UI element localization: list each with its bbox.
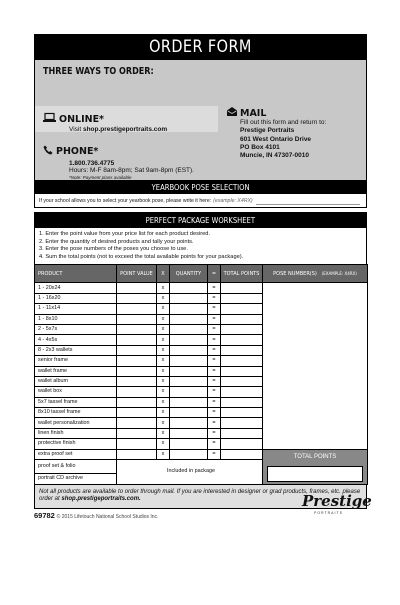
included-product-name: proof set & folio bbox=[35, 460, 117, 474]
instruction-1: 1. Enter the point value from your price list for each product desired. bbox=[39, 231, 211, 237]
eq-symbol: = bbox=[208, 376, 221, 386]
quantity-cell[interactable] bbox=[170, 335, 208, 345]
col-point-value: POINT VALUE bbox=[117, 265, 157, 283]
product-name: wallet box bbox=[35, 387, 117, 397]
eq-symbol: = bbox=[208, 387, 221, 397]
worksheet-row bbox=[35, 449, 368, 459]
col-total-points: TOTAL POINTS bbox=[221, 265, 263, 283]
product-name: protective finish bbox=[35, 439, 117, 449]
point-value-cell[interactable] bbox=[117, 408, 157, 418]
point-value-cell[interactable] bbox=[117, 418, 157, 428]
product-name: 1 - 16x20 bbox=[35, 293, 117, 303]
product-name: wallet frame bbox=[35, 366, 117, 376]
worksheet-heading: PERFECT PACKAGE WORKSHEET bbox=[145, 215, 256, 225]
total-points-cell[interactable] bbox=[221, 397, 263, 407]
worksheet-row bbox=[35, 283, 368, 293]
total-points-cell[interactable] bbox=[221, 356, 263, 366]
quantity-cell[interactable] bbox=[170, 366, 208, 376]
total-points-cell[interactable] bbox=[221, 304, 263, 314]
total-points-cell[interactable] bbox=[221, 283, 263, 293]
quantity-cell[interactable] bbox=[170, 439, 208, 449]
product-name: wallet personalization bbox=[35, 418, 117, 428]
quantity-cell[interactable] bbox=[170, 428, 208, 438]
x-symbol: x bbox=[157, 356, 170, 366]
x-symbol: x bbox=[157, 314, 170, 324]
pose-selection-heading: YEARBOOK POSE SELECTION bbox=[151, 182, 250, 192]
total-points-cell[interactable] bbox=[221, 449, 263, 459]
quantity-cell[interactable] bbox=[170, 449, 208, 459]
product-name: 1 - 8x10 bbox=[35, 314, 117, 324]
phone-icon bbox=[43, 145, 53, 158]
mail-intro: Fill out this form and return to: bbox=[240, 119, 327, 126]
instruction-3: 3. Enter the pose numbers of the poses you choose to use. bbox=[39, 246, 188, 253]
worksheet-instructions bbox=[34, 228, 367, 264]
point-value-cell[interactable] bbox=[117, 314, 157, 324]
x-symbol: x bbox=[157, 428, 170, 438]
worksheet-table bbox=[34, 264, 368, 484]
total-points-cell[interactable] bbox=[221, 408, 263, 418]
quantity-cell[interactable] bbox=[170, 418, 208, 428]
col-x: X bbox=[157, 265, 170, 283]
x-symbol: x bbox=[157, 418, 170, 428]
total-points-box bbox=[263, 449, 368, 484]
x-symbol: x bbox=[157, 408, 170, 418]
worksheet-heading-bar bbox=[34, 212, 367, 228]
point-value-cell[interactable] bbox=[117, 449, 157, 459]
product-name: 8 - 2x3 wallets bbox=[35, 345, 117, 355]
product-name: wallet album bbox=[35, 376, 117, 386]
order-methods-heading: THREE WAYS TO ORDER: bbox=[43, 66, 154, 77]
eq-symbol: = bbox=[208, 293, 221, 303]
total-points-cell[interactable] bbox=[221, 314, 263, 324]
eq-symbol: = bbox=[208, 418, 221, 428]
form-code: 69782 bbox=[34, 511, 55, 520]
pose-selection-row bbox=[34, 194, 367, 208]
logo-text: Prestige bbox=[302, 492, 372, 510]
copyright: © 2015 Lifetouch National School Studios Inc. bbox=[56, 514, 159, 520]
point-value-cell[interactable] bbox=[117, 356, 157, 366]
quantity-cell[interactable] bbox=[170, 283, 208, 293]
mail-icon bbox=[227, 107, 237, 119]
x-symbol: x bbox=[157, 283, 170, 293]
mail-label: MAIL bbox=[240, 107, 267, 119]
product-name: 2 - 5x7s bbox=[35, 324, 117, 334]
x-symbol: x bbox=[157, 366, 170, 376]
eq-symbol: = bbox=[208, 449, 221, 459]
phone-number[interactable]: 1.800.736.4775 bbox=[69, 160, 115, 167]
point-value-cell[interactable] bbox=[117, 366, 157, 376]
eq-symbol: = bbox=[208, 283, 221, 293]
pose-numbers-area[interactable] bbox=[263, 283, 368, 449]
online-method bbox=[43, 113, 167, 133]
x-symbol: x bbox=[157, 376, 170, 386]
x-symbol: x bbox=[157, 335, 170, 345]
point-value-cell[interactable] bbox=[117, 304, 157, 314]
eq-symbol: = bbox=[208, 366, 221, 376]
eq-symbol: = bbox=[208, 345, 221, 355]
eq-symbol: = bbox=[208, 335, 221, 345]
online-visit-text: Visit bbox=[69, 126, 83, 133]
mail-address-line-1: Prestige Portraits bbox=[240, 127, 295, 135]
pose-selection-example: (example: X4RX) bbox=[213, 197, 253, 204]
prestige-logo bbox=[300, 486, 372, 525]
point-value-cell[interactable] bbox=[117, 428, 157, 438]
form-code-line bbox=[34, 511, 158, 520]
eq-symbol: = bbox=[208, 314, 221, 324]
included-text: Included in package bbox=[117, 460, 263, 485]
mail-address-line-4: Muncie, IN 47307-0010 bbox=[240, 152, 310, 160]
total-points-cell[interactable] bbox=[221, 293, 263, 303]
x-symbol: x bbox=[157, 293, 170, 303]
footer-note-text: Not all products are available to order through mail. If you are interested in designer or grad products, frames, etc. please order at bbox=[39, 488, 361, 503]
product-name: 5x7 tassel frame bbox=[35, 397, 117, 407]
product-name: extra proof set bbox=[35, 449, 117, 459]
pose-selection-heading-bar bbox=[34, 180, 367, 194]
point-value-cell[interactable] bbox=[117, 376, 157, 386]
quantity-cell[interactable] bbox=[170, 387, 208, 397]
pose-selection-input[interactable] bbox=[256, 197, 360, 205]
form-title: ORDER FORM bbox=[149, 37, 252, 57]
col-pose-example: (EXAMPLE: X4RX) bbox=[321, 270, 357, 276]
x-symbol: x bbox=[157, 439, 170, 449]
total-points-input[interactable] bbox=[267, 466, 363, 482]
included-product-name: portrait CD archive bbox=[35, 474, 117, 484]
footer-note-url[interactable]: shop.prestigeportraits.com. bbox=[61, 496, 141, 503]
total-points-cell[interactable] bbox=[221, 324, 263, 334]
col-pose-numbers-label: POSE NUMBER(S) bbox=[273, 270, 317, 277]
quantity-cell[interactable] bbox=[170, 324, 208, 334]
eq-symbol: = bbox=[208, 356, 221, 366]
total-points-cell[interactable] bbox=[221, 376, 263, 386]
logo-sub: PORTRAITS bbox=[314, 511, 343, 515]
point-value-cell[interactable] bbox=[117, 283, 157, 293]
eq-symbol: = bbox=[208, 439, 221, 449]
order-form bbox=[34, 34, 367, 509]
worksheet-header-row bbox=[35, 265, 368, 283]
total-points-cell[interactable] bbox=[221, 387, 263, 397]
mail-address-line-2: 601 West Ontario Drive bbox=[240, 135, 312, 143]
eq-symbol: = bbox=[208, 324, 221, 334]
quantity-cell[interactable] bbox=[170, 356, 208, 366]
col-product: PRODUCT bbox=[35, 265, 117, 283]
x-symbol: x bbox=[157, 397, 170, 407]
x-symbol: x bbox=[157, 324, 170, 334]
mail-method bbox=[227, 107, 326, 160]
x-symbol: x bbox=[157, 304, 170, 314]
quantity-cell[interactable] bbox=[170, 376, 208, 386]
point-value-cell[interactable] bbox=[117, 335, 157, 345]
total-points-cell[interactable] bbox=[221, 366, 263, 376]
quantity-cell[interactable] bbox=[170, 397, 208, 407]
col-pose-numbers bbox=[263, 265, 368, 283]
product-name: 1 - 11x14 bbox=[35, 304, 117, 314]
instruction-4: 4. Sum the total points (not to exceed the total available points for your package). bbox=[39, 253, 244, 260]
eq-symbol: = bbox=[208, 408, 221, 418]
quantity-cell[interactable] bbox=[170, 408, 208, 418]
product-name: 1 - 20x24 bbox=[35, 283, 117, 293]
point-value-cell[interactable] bbox=[117, 397, 157, 407]
phone-method bbox=[56, 145, 194, 180]
point-value-cell[interactable] bbox=[117, 387, 157, 397]
quantity-cell[interactable] bbox=[170, 304, 208, 314]
product-name: linen finish bbox=[35, 428, 117, 438]
eq-symbol: = bbox=[208, 397, 221, 407]
point-value-cell[interactable] bbox=[117, 324, 157, 334]
online-url-link[interactable]: shop.prestigeportraits.com bbox=[82, 126, 168, 133]
title-bar bbox=[34, 34, 367, 60]
point-value-cell[interactable] bbox=[117, 293, 157, 303]
quantity-cell[interactable] bbox=[170, 293, 208, 303]
x-symbol: x bbox=[157, 345, 170, 355]
point-value-cell[interactable] bbox=[117, 345, 157, 355]
mail-address-line-3: PO Box 4101 bbox=[240, 143, 280, 151]
col-quantity: QUANTITY bbox=[170, 265, 208, 283]
product-name: senior frame bbox=[35, 356, 117, 366]
phone-note: *Note: Payment plans available bbox=[69, 175, 132, 180]
quantity-cell[interactable] bbox=[170, 345, 208, 355]
total-points-cell[interactable] bbox=[221, 439, 263, 449]
col-eq: = bbox=[208, 265, 221, 283]
total-points-label: TOTAL POINTS bbox=[263, 450, 367, 464]
x-symbol: x bbox=[157, 387, 170, 397]
product-name: 4 - 4x5s bbox=[35, 335, 117, 345]
point-value-cell[interactable] bbox=[117, 439, 157, 449]
order-methods-panel bbox=[34, 60, 367, 180]
eq-symbol: = bbox=[208, 428, 221, 438]
eq-symbol: = bbox=[208, 304, 221, 314]
online-label: ONLINE* bbox=[59, 113, 105, 125]
laptop-icon bbox=[43, 113, 56, 125]
total-points-cell[interactable] bbox=[221, 418, 263, 428]
phone-label: PHONE* bbox=[56, 146, 99, 157]
quantity-cell[interactable] bbox=[170, 314, 208, 324]
instruction-2: 2. Enter the quantity of desired products and tally your points. bbox=[39, 238, 194, 245]
phone-hours: Hours: M-F 8am-8pm; Sat 9am-8pm (EST). bbox=[69, 167, 194, 174]
x-symbol: x bbox=[157, 449, 170, 459]
total-points-cell[interactable] bbox=[221, 335, 263, 345]
product-name: 8x10 tassel frame bbox=[35, 408, 117, 418]
pose-selection-text: If your school allows you to select your yearbook pose, please write it here: bbox=[39, 197, 212, 204]
total-points-cell[interactable] bbox=[221, 428, 263, 438]
total-points-cell[interactable] bbox=[221, 345, 263, 355]
